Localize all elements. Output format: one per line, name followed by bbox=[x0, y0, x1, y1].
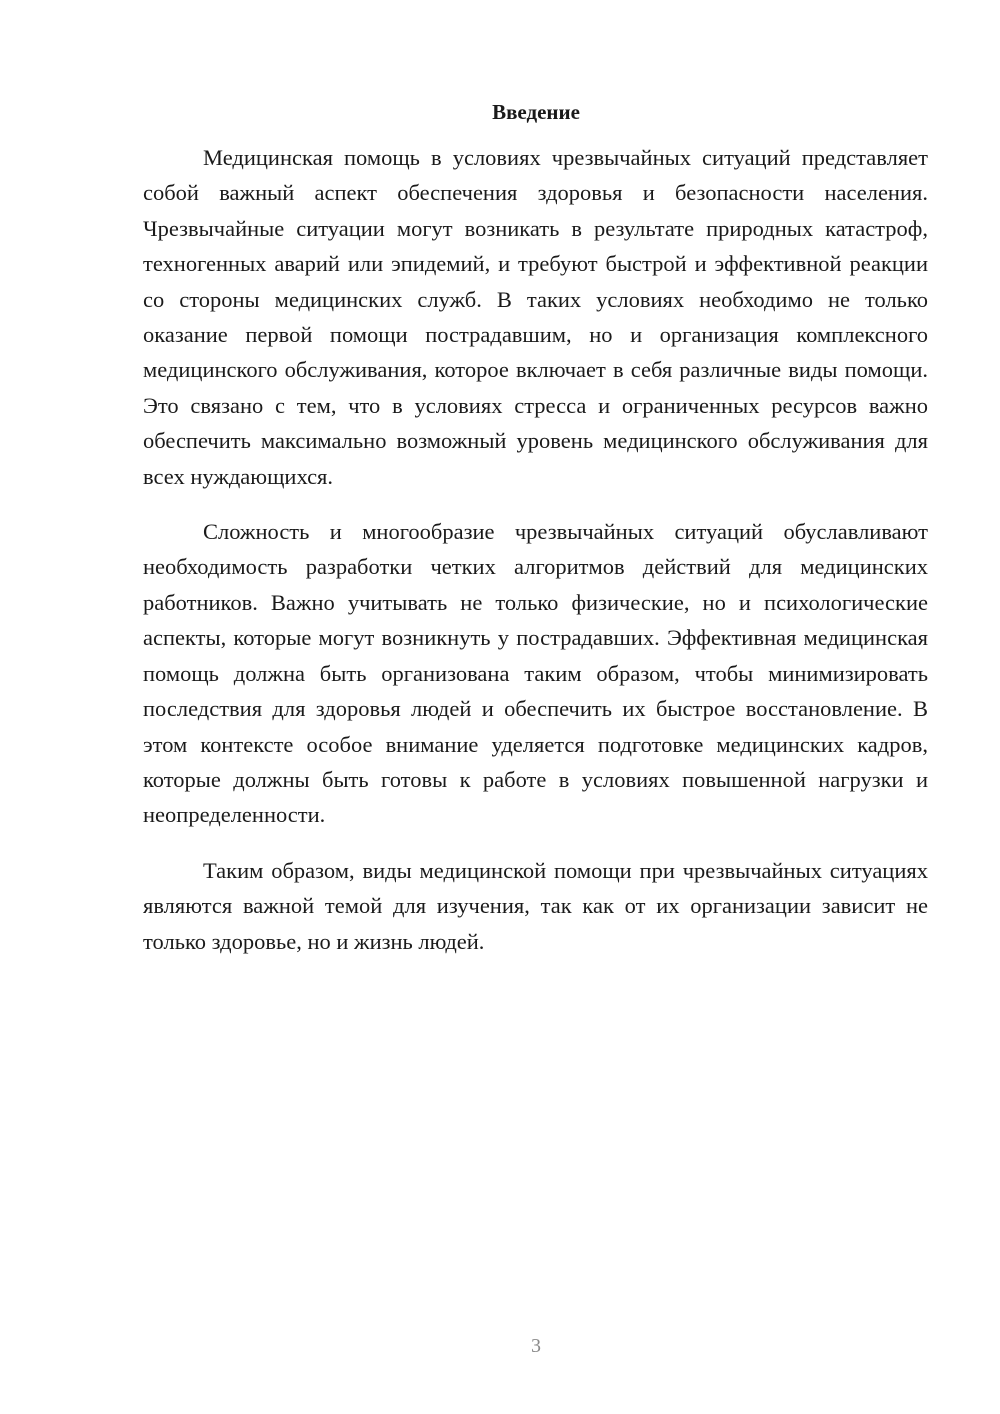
page-number: 3 bbox=[531, 1335, 541, 1357]
body-text bbox=[143, 140, 928, 959]
paragraph-1: Медицинская помощь в условиях чрезвычайных ситуаций представляет собой важный аспект обеспечения здоровья и безопасности населения. Чрезвычайные ситуации могут возникать в результате природных катастроф, техногенных аварий или эпидемий, и требуют быстрой и эффективной реакции со стороны медицинских служб. В таких условиях необходимо не только оказание первой помощи пострадавшим, но и организация комплексного медицинского обслуживания, которое включает в себя различные виды помощи. Это связано с тем, что в условиях стресса и ограниченных ресурсов важно обеспечить максимально возможный уровень медицинского обслуживания для всех нуждающихся. bbox=[143, 145, 928, 489]
paragraph-3: Таким образом, виды медицинской помощи при чрезвычайных ситуациях являются важной темой для изучения, так как от их организации зависит не только здоровье, но и жизнь людей. bbox=[143, 857, 928, 954]
section-heading: Введение bbox=[492, 100, 580, 124]
paragraph-2: Сложность и многообразие чрезвычайных ситуаций обуславливают необходимость разработки четких алгоритмов действий для медицинских работников. Важно учитывать не только физические, но и психологические аспекты, которые могут возникнуть у пострадавших. Эффективная медицинская помощь должна быть организована таким образом, чтобы минимизировать последствия для здоровья людей и обеспечить их быстрое восстановление. В этом контексте особое внимание уделяется подготовке медицинских кадров, которые должны быть готовы к работе в условиях повышенной нагрузки и неопределенности. bbox=[143, 519, 928, 828]
